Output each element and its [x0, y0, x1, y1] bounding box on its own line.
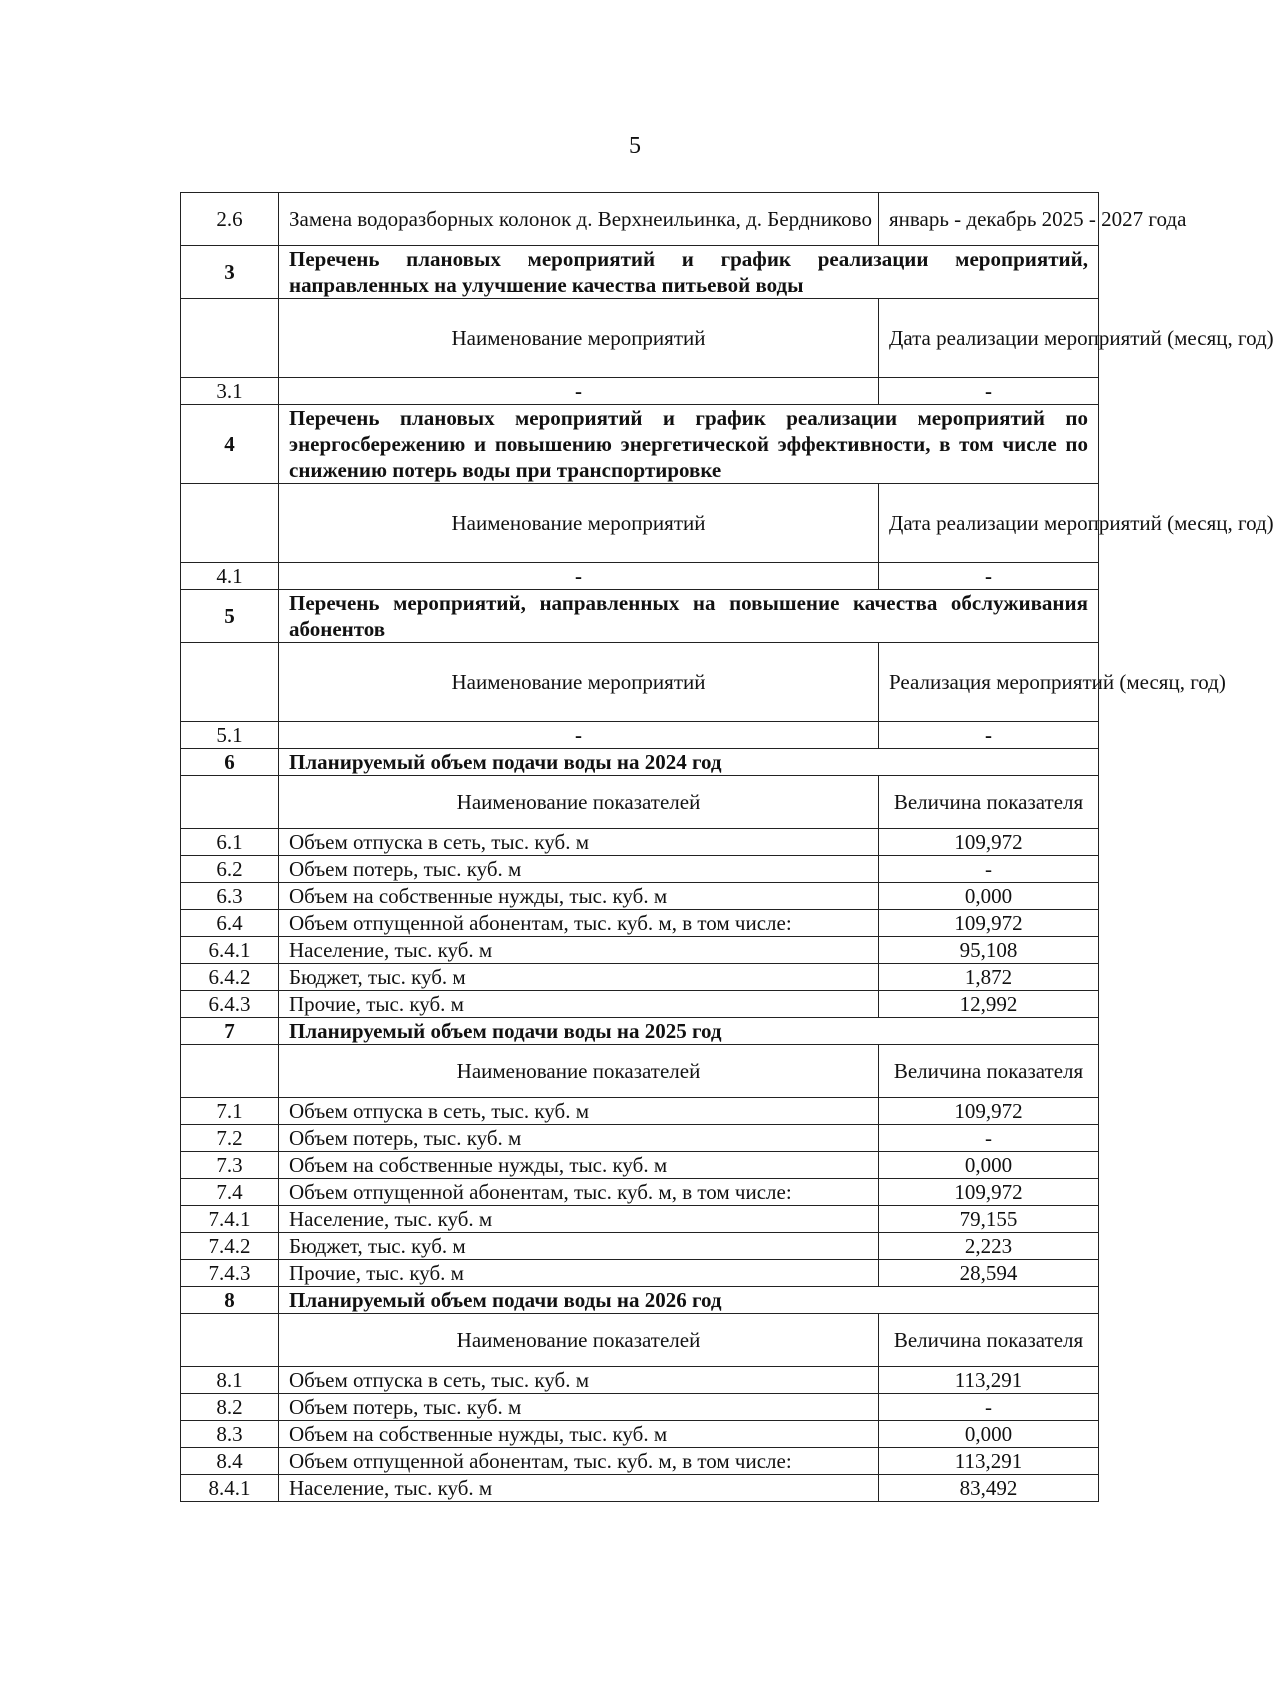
table-row: [181, 1206, 1099, 1233]
column-header-date: Дата реализации мероприятий (месяц, год): [879, 484, 1099, 563]
measure-name: -: [279, 563, 879, 590]
indicator-value: 0,000: [879, 883, 1099, 910]
row-number: 4.1: [181, 563, 279, 590]
indicator-name: Прочие, тыс. куб. м: [279, 1260, 879, 1287]
row-number: 3.1: [181, 378, 279, 405]
section-header-6: [181, 749, 1099, 776]
table-row: [181, 1125, 1099, 1152]
empty-cell: [181, 299, 279, 378]
indicator-name: Объем на собственные нужды, тыс. куб. м: [279, 1421, 879, 1448]
indicator-name: Бюджет, тыс. куб. м: [279, 1233, 879, 1260]
row-number: 7.2: [181, 1125, 279, 1152]
table-row: [181, 563, 1099, 590]
page-number: 5: [629, 133, 641, 159]
indicator-value: 109,972: [879, 1179, 1099, 1206]
indicator-name: Объем отпуска в сеть, тыс. куб. м: [279, 1098, 879, 1125]
indicator-value: 0,000: [879, 1421, 1099, 1448]
table-row: [181, 1394, 1099, 1421]
row-number: 8.3: [181, 1421, 279, 1448]
column-header-row: [181, 776, 1099, 829]
indicator-name: Население, тыс. куб. м: [279, 1475, 879, 1502]
section-title: Планируемый объем подачи воды на 2026 год: [279, 1287, 1099, 1314]
section-header-5: [181, 590, 1099, 643]
empty-cell: [181, 643, 279, 722]
section-title: Планируемый объем подачи воды на 2025 год: [279, 1018, 1099, 1045]
row-number: 6.4.2: [181, 964, 279, 991]
row-number: 7.4.3: [181, 1260, 279, 1287]
empty-cell: [181, 1045, 279, 1098]
indicator-name: Объем потерь, тыс. куб. м: [279, 1394, 879, 1421]
row-number: 7.4.1: [181, 1206, 279, 1233]
empty-cell: [181, 1314, 279, 1367]
indicator-value: 0,000: [879, 1152, 1099, 1179]
column-header-value: Величина показателя: [879, 1045, 1099, 1098]
column-header-row: [181, 643, 1099, 722]
indicator-value: 1,872: [879, 964, 1099, 991]
column-header-row: [181, 484, 1099, 563]
section-header-8: [181, 1287, 1099, 1314]
indicator-name: Бюджет, тыс. куб. м: [279, 964, 879, 991]
table-row: [181, 883, 1099, 910]
column-header-name: Наименование показателей: [279, 1045, 879, 1098]
table-row: [181, 1233, 1099, 1260]
indicator-name: Объем отпущенной абонентам, тыс. куб. м, в том числе:: [279, 1179, 879, 1206]
table-row: [181, 1475, 1099, 1502]
indicator-value: 109,972: [879, 1098, 1099, 1125]
table-row: [181, 964, 1099, 991]
measure-name: Замена водоразборных колонок д. Верхнеильинка, д. Бердниково: [279, 193, 879, 246]
indicator-name: Объем на собственные нужды, тыс. куб. м: [279, 1152, 879, 1179]
measure-date: январь - декабрь 2025 - 2027 года: [879, 193, 1099, 246]
indicator-name: Объем отпуска в сеть, тыс. куб. м: [279, 1367, 879, 1394]
row-number: 6.3: [181, 883, 279, 910]
table-row: [181, 1098, 1099, 1125]
row-number: 8.2: [181, 1394, 279, 1421]
section-title: Планируемый объем подачи воды на 2024 год: [279, 749, 1099, 776]
indicator-value: 28,594: [879, 1260, 1099, 1287]
table-row: [181, 1421, 1099, 1448]
section-header-7: [181, 1018, 1099, 1045]
column-header-name: Наименование мероприятий: [279, 299, 879, 378]
table-row: [181, 1367, 1099, 1394]
row-number: 8.4: [181, 1448, 279, 1475]
section-number: 4: [181, 405, 279, 484]
table-row: [181, 1260, 1099, 1287]
indicator-value: 79,155: [879, 1206, 1099, 1233]
section-header-4: [181, 405, 1099, 484]
section-number: 7: [181, 1018, 279, 1045]
row-number: 6.4.1: [181, 937, 279, 964]
column-header-value: Величина показателя: [879, 1314, 1099, 1367]
column-header-date: Дата реализации мероприятий (месяц, год): [879, 299, 1099, 378]
section-number: 5: [181, 590, 279, 643]
empty-cell: [181, 484, 279, 563]
indicator-value: -: [879, 1125, 1099, 1152]
row-number: 8.1: [181, 1367, 279, 1394]
table-row: [181, 937, 1099, 964]
indicator-value: -: [879, 1394, 1099, 1421]
row-number: 8.4.1: [181, 1475, 279, 1502]
table-row: [181, 378, 1099, 405]
indicator-name: Объем потерь, тыс. куб. м: [279, 856, 879, 883]
column-header-value: Величина показателя: [879, 776, 1099, 829]
row-number: 6.4.3: [181, 991, 279, 1018]
indicator-name: Прочие, тыс. куб. м: [279, 991, 879, 1018]
row-number: 6.2: [181, 856, 279, 883]
section-number: 6: [181, 749, 279, 776]
measure-name: -: [279, 378, 879, 405]
indicator-name: Население, тыс. куб. м: [279, 1206, 879, 1233]
row-number: 6.4: [181, 910, 279, 937]
row-number: 7.1: [181, 1098, 279, 1125]
column-header-row: [181, 299, 1099, 378]
measure-date: -: [879, 378, 1099, 405]
indicator-name: Население, тыс. куб. м: [279, 937, 879, 964]
indicator-value: 95,108: [879, 937, 1099, 964]
row-number: 6.1: [181, 829, 279, 856]
table-row: [181, 193, 1099, 246]
indicator-name: Объем на собственные нужды, тыс. куб. м: [279, 883, 879, 910]
indicator-value: 109,972: [879, 829, 1099, 856]
section-title: Перечень мероприятий, направленных на повышение качества обслуживания абонентов: [279, 590, 1099, 643]
indicator-name: Объем отпущенной абонентам, тыс. куб. м, в том числе:: [279, 1448, 879, 1475]
table-row: [181, 1179, 1099, 1206]
indicator-value: 83,492: [879, 1475, 1099, 1502]
row-number: 5.1: [181, 722, 279, 749]
indicator-value: 113,291: [879, 1367, 1099, 1394]
row-number: 7.4.2: [181, 1233, 279, 1260]
row-number: 7.3: [181, 1152, 279, 1179]
column-header-name: Наименование мероприятий: [279, 484, 879, 563]
indicator-value: 12,992: [879, 991, 1099, 1018]
table-row: [181, 1448, 1099, 1475]
table-row: [181, 991, 1099, 1018]
plan-table: [180, 192, 1274, 1502]
indicator-value: 109,972: [879, 910, 1099, 937]
column-header-date: Реализация мероприятий (месяц, год): [879, 643, 1099, 722]
indicator-value: -: [879, 856, 1099, 883]
column-header-row: [181, 1314, 1099, 1367]
measure-date: -: [879, 563, 1099, 590]
column-header-name: Наименование мероприятий: [279, 643, 879, 722]
indicator-name: Объем потерь, тыс. куб. м: [279, 1125, 879, 1152]
section-number: 3: [181, 246, 279, 299]
indicator-value: 113,291: [879, 1448, 1099, 1475]
indicator-name: Объем отпущенной абонентам, тыс. куб. м, в том числе:: [279, 910, 879, 937]
table-row: [181, 722, 1099, 749]
table-row: [181, 1152, 1099, 1179]
indicator-value: 2,223: [879, 1233, 1099, 1260]
row-number: 7.4: [181, 1179, 279, 1206]
column-header-row: [181, 1045, 1099, 1098]
column-header-name: Наименование показателей: [279, 1314, 879, 1367]
row-number: 2.6: [181, 193, 279, 246]
section-title: Перечень плановых мероприятий и график реализации мероприятий по энергосбережению и повышению энергетической эффективности, в том числе по снижению потерь воды при транспортировке: [279, 405, 1099, 484]
section-number: 8: [181, 1287, 279, 1314]
table-row: [181, 856, 1099, 883]
measure-name: -: [279, 722, 879, 749]
section-title: Перечень плановых мероприятий и график реализации мероприятий, направленных на улучшение качества питьевой воды: [279, 246, 1099, 299]
measure-date: -: [879, 722, 1099, 749]
column-header-name: Наименование показателей: [279, 776, 879, 829]
table-row: [181, 910, 1099, 937]
indicator-name: Объем отпуска в сеть, тыс. куб. м: [279, 829, 879, 856]
table-row: [181, 829, 1099, 856]
empty-cell: [181, 776, 279, 829]
section-header-3: [181, 246, 1099, 299]
